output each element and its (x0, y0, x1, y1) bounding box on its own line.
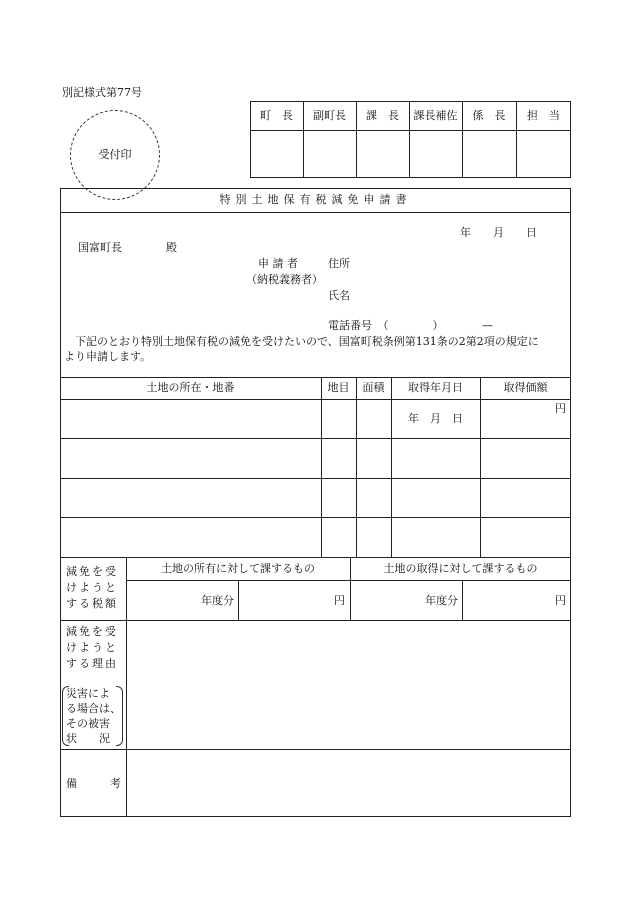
tax-label-line3: する税額 (66, 597, 118, 610)
land-category-header: 地目 (327, 381, 350, 394)
stamp-label: 受付印 (98, 148, 132, 161)
disaster-note-line4: 状 況 (66, 732, 110, 745)
applicant-label: 申 請 者 (258, 257, 298, 270)
acquisition-date-header: 取得年月日 (408, 381, 463, 394)
acquisition-tax-header: 土地の取得に対して課するもの (383, 562, 538, 575)
approval-mayor: 町 長 (260, 109, 293, 122)
phone-label: 電話番号 （ ） — (328, 319, 493, 332)
reason-label-line2: けようと (66, 641, 118, 654)
approval-section-chief: 課 長 (366, 109, 399, 122)
approval-staff: 担 当 (527, 109, 560, 122)
approval-subsection-chief: 係 長 (472, 109, 506, 122)
tax-label-line2: けようと (66, 581, 118, 594)
disaster-note-line3: その被害 (66, 717, 110, 730)
form-title: 特別土地保有税減免申請書 (219, 193, 412, 206)
approval-assistant-chief: 課長補佐 (413, 109, 458, 122)
owner-tax-yen: 円 (334, 594, 345, 607)
address-label: 住所 (328, 257, 350, 270)
body-text-line2: より申請します。 (64, 350, 152, 363)
acquisition-price-unit: 円 (555, 402, 566, 415)
land-location-header: 土地の所在・地番 (146, 381, 235, 394)
reason-label-line3: する理由 (66, 657, 118, 670)
approval-deputy-mayor: 副町長 (313, 109, 346, 122)
form-number: 別記様式第77号 (62, 86, 142, 99)
acquisition-tax-year: 年度分 (425, 594, 458, 607)
acquisition-date-cell: 年 月 日 (408, 412, 463, 425)
reason-label-line1: 減免を受 (66, 625, 118, 638)
disaster-note-line1: 災害によ (66, 687, 110, 700)
owner-tax-header: 土地の所有に対して課するもの (161, 562, 315, 575)
owner-tax-year: 年度分 (201, 594, 234, 607)
land-area-header: 面積 (362, 381, 385, 394)
addressee: 国富町長 殿 (78, 241, 177, 254)
acquisition-price-header: 取得価額 (503, 381, 548, 394)
tax-label-line1: 減免を受 (66, 565, 118, 578)
disaster-right-paren (116, 686, 123, 746)
name-label: 氏名 (328, 289, 350, 302)
acquisition-tax-yen: 円 (555, 594, 566, 607)
date-line: 年 月 日 (460, 226, 537, 239)
taxpayer-label: （納税義務者） (246, 273, 323, 286)
remarks-label: 備 考 (66, 777, 121, 790)
body-text-line1: 下記のとおり特別土地保有税の減免を受けたいので、国富町税条例第131条の2第2項の規定に (64, 335, 539, 348)
disaster-note-line2: る場合は、 (66, 702, 121, 715)
